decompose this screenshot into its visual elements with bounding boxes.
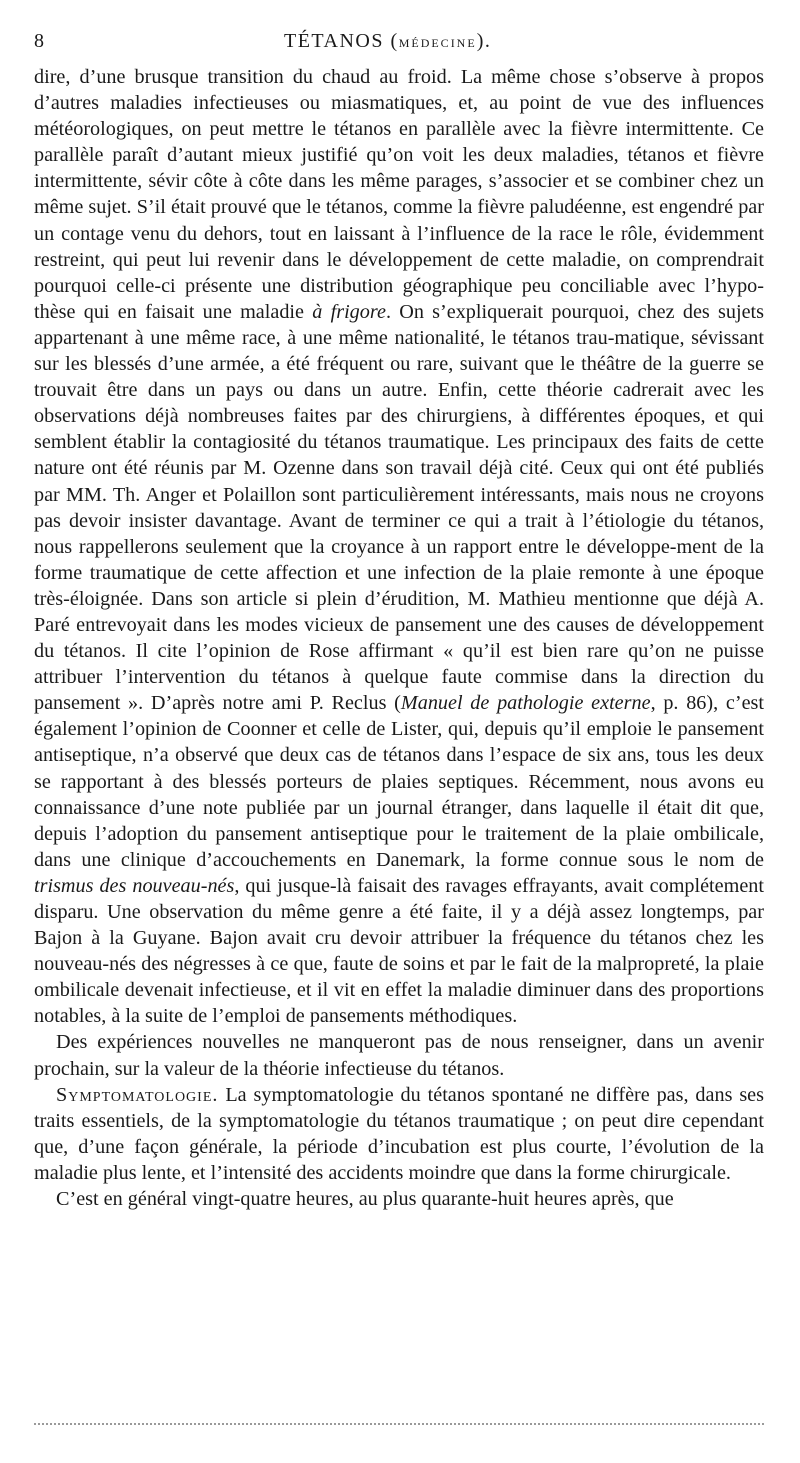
etiology-text-3: , p. 86), c’est également l’opinion de Coonner et celle de Lister, qui, depuis qu’il emploie le pansement antiseptique, n’a observé que deux cas de tétanos dans l’espace de six ans, tous les deux se rapportant à des blessés porteurs de plaies septiques. Récemment, nous avons eu connaissance d’une note publiée par un journal étranger, dans laquelle il était dit que, depuis l’adoption du pansement antiseptique pour le traitement de la plaie ombilicale, dans une clinique d’accouchements en Danemark, la forme connue sous le nom de [34, 692, 764, 871]
running-title-main: TÉTANOS [284, 30, 385, 52]
running-title-sub: MÉDECINE [398, 36, 477, 50]
paragraph-etiology [34, 64, 764, 1029]
symptomatology-text: La symptomatologie du tétanos spontané ne diffère pas, dans ses traits essentiels, de la symptomatologie du tétanos traumatique ; on peut dire cependant que, d’une façon générale, la période d’incubation est plus courte, l’évolution de la maladie plus lente, et l’intensité des accidents moindre que dans la forme chirurgicale. [34, 1083, 764, 1184]
italic-trismus: trismus des nouveau-nés [34, 874, 235, 897]
running-title-paren-close: ). [476, 30, 492, 52]
running-title [184, 30, 764, 53]
page-number: 8 [34, 30, 45, 52]
etiology-text-1: dire, d’une brusque transition du chaud au froid. La même chose s’observe à propos d’autres maladies infectieuses ou miasmatiques, et, au point de vue des influences météorologiques, on peut mettre le tétanos en parallèle avec la fièvre intermittente. Ce parallèle paraît d’autant mieux justifié qu’on voit les deux maladies, tétanos et fièvre intermittente, sévir côte à côte dans les même parages, s’associer et se combiner chez un même sujet. S’il était prouvé que le tétanos, comme la fièvre paludéenne, est engendré par un contage venu du dehors, tout en laissant à l’influence de la race le rôle, évidemment restreint, qui peut lui revenir dans le développement de cette maladie, on comprendrait pourquoi celle-ci présente une distribution géographique peu conciliable avec l’hypo-thèse qui en faisait une maladie [34, 66, 764, 323]
body-text [34, 64, 764, 1212]
section-heading-symptomatology: Symptomatologie. [56, 1083, 219, 1106]
running-title-paren-open: ( [384, 30, 399, 52]
etiology-text-2: . On s’expliquerait pourquoi, chez des sujets appartenant à une même race, à une même nationalité, le tétanos trau-matique, sévissant sur les blessés d’une armée, a été fréquent ou rare, suivant que le théâtre de la guerre se trouvait être dans un pays ou dans un autre. Enfin, cette théorie cadrerait avec les observations déjà nombreuses faites par des chirurgiens, à différentes époques, et qui semblent établir la contagiosité du tétanos traumatique. Les principaux des faits de cette nature ont été réunis par M. Ozenne dans son travail déjà cité. Ceux qui ont été publiés par MM. Th. Anger et Polaillon sont particulièrement intéressants, mais nous ne croyons pas devoir insister davantage. Avant de terminer ce qui a trait à l’étiologie du tétanos, nous rappellerons seulement que la croyance à un rapport entre le développe-ment de la forme traumatique de cette affection et une infection de la plaie remonte à une époque très-éloignée. Dans son article si plein d’érudition, M. Mathieu mentionne que déjà A. Paré entrevoyait dans les modes vicieux de pansement une des causes de développement du tétanos. Il cite l’opinion de Rose affirmant « qu’il est bien rare qu’on ne puisse attribuer l’intervention du tétanos à quelque faute commise dans la direction du pansement ». D’après notre ami P. Reclus ( [34, 300, 765, 715]
paragraph-incubation: C’est en général vingt-quatre heures, au plus quarante-huit heures après, que [56, 1188, 674, 1211]
etiology-text-4: , qui jusque-là faisait des ravages effrayants, avait complétement disparu. Une observation du même genre a été faite, il y a déjà assez longtemps, par Bajon à la Guyane. Bajon avait cru devoir attribuer la fréquence du tétanos chez les nouveau-nés des négresses à ce que, faute de soins et par le fait de la malpropreté, la plaie ombilicale devenait infectieuse, et il vit en effet la maladie diminuer dans des proportions notables, à la suite de l’emploi de pansements méthodiques. [34, 874, 764, 1028]
italic-a-frigore: à frigore [312, 300, 386, 323]
page-header [34, 30, 764, 64]
paragraph-experiences: Des expériences nouvelles ne manqueront pas de nous renseigner, dans un avenir prochain, sur la valeur de la théorie infectieuse du tétanos. [34, 1031, 764, 1080]
footer-dotted-rule [34, 1423, 764, 1425]
italic-book-title: Manuel de pathologie externe [400, 692, 651, 715]
paragraph-symptomatology [34, 1082, 764, 1186]
book-page [34, 30, 764, 1212]
